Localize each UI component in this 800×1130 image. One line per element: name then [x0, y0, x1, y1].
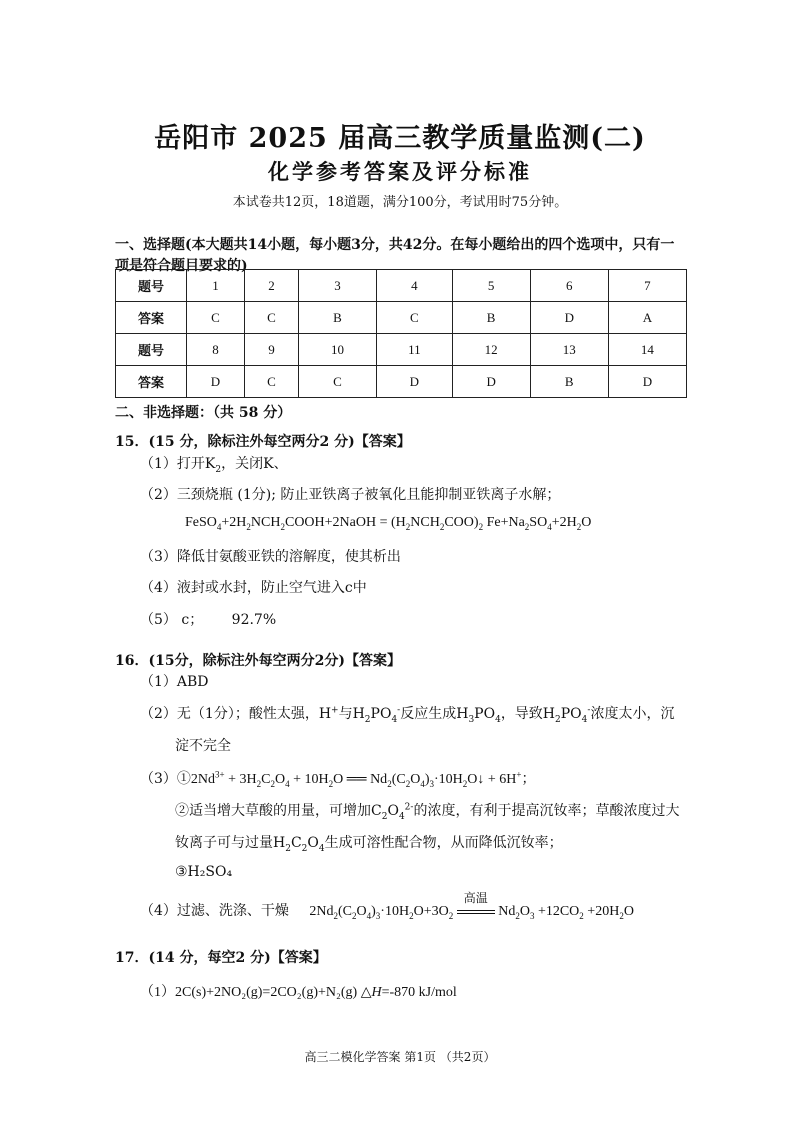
q16-a3-2-text-3: 钕离子可与过量H: [175, 835, 286, 851]
q16-answer-2-cont: 淀不完全: [175, 738, 231, 754]
q16-a3-2-text: ②适当增大草酸的用量，可增加C: [175, 803, 382, 819]
q16-answer-3-2-cont: 钕离子可与过量$H_2C_2O_4$生成可溶性配合物，从而降低沉钕率；: [175, 835, 563, 854]
q15-answer-4: （4）液封或水封，防止空气进入c中: [140, 580, 367, 596]
high-temp-condition: [457, 891, 495, 920]
q16-a2-text-2: 与H: [338, 706, 365, 722]
table-cell: 3: [298, 270, 376, 302]
q16-answer-4: （4）过滤、洗涤、干燥 $2Nd_2(C_2O_4)_3\cdot 10H_2O+3O_2$ 高温 $Nd_2O_3 +12CO_2 +20H_2O$: [140, 891, 634, 921]
table-cell: 12: [452, 334, 530, 366]
table-cell: D: [187, 366, 245, 398]
table-cell: B: [298, 302, 376, 334]
table-cell: 9: [244, 334, 298, 366]
q15-a1-text: （1）打开K: [140, 456, 216, 472]
q15-a5-text: （5） c；: [140, 612, 204, 628]
table-cell: C: [377, 302, 453, 334]
q17-header: 17．(14 分，每空2 分)【答案】: [115, 950, 327, 966]
q15-equation: $FeSO_4+2H_2NCH_2COOH+2NaOH = (H_2NCH_2COO)_2$ $Fe+Na_2SO_4+2H_2O$: [185, 515, 592, 532]
q-label-cell: 题号: [116, 334, 187, 366]
table-cell: 14: [608, 334, 686, 366]
table-row: [116, 270, 687, 302]
q16-answer-2: （2）无（1分）；酸性太强，H+与$H_2PO_4^-$反应生成$H_3PO_4$，导致$H_2PO_4^-$浓度太小，沉: [140, 705, 675, 725]
q17-a1-h: H: [371, 985, 382, 1000]
table-cell: B: [452, 302, 530, 334]
table-cell: 1: [187, 270, 245, 302]
q17-answer-1: [140, 981, 457, 1001]
q16-answer-1: （1）ABD: [140, 674, 209, 690]
table-cell: 10: [298, 334, 376, 366]
table-cell: C: [244, 302, 298, 334]
q16-header: 16．(15分，除标注外每空两分2分)【答案】: [115, 653, 401, 669]
a-label-cell: 答案: [116, 302, 187, 334]
answer-table: [115, 269, 687, 398]
q15-answer-2: （2）三颈烧瓶 (1分); 防止亚铁离子被氧化且能抑制亚铁离子水解；: [140, 487, 561, 503]
page-footer: 高三二模化学答案 第1页 （共2页）: [304, 1050, 496, 1064]
table-row: [116, 302, 687, 334]
q17-a1-text: （1）2C(s)+2NO₂(g)=2CO₂(g)+N₂(g) △: [140, 985, 372, 1000]
table-cell: 8: [187, 334, 245, 366]
table-cell: C: [187, 302, 245, 334]
q16-answer-3-2: ②适当增大草酸的用量，可增加$C_2O_4^{2-}$的浓度，有利于提高沉钕率；草酸浓度过大: [175, 802, 680, 822]
q-label-cell: 题号: [116, 270, 187, 302]
table-cell: D: [608, 366, 686, 398]
q16-a3-2-text-2: 的浓度，有利于提高沉钕率；草酸浓度过大: [413, 803, 680, 819]
table-cell: C: [244, 366, 298, 398]
section1-heading: 一、选择题(本大题共14小题，每小题3分，共42分。在每小题给出的四个选项中，只有一: [115, 237, 675, 253]
q15-answer-3: （3）降低甘氨酸亚铁的溶解度，使其析出: [140, 549, 401, 565]
table-row: [116, 366, 687, 398]
table-cell: 4: [377, 270, 453, 302]
table-cell: 7: [608, 270, 686, 302]
q16-answer-3-1: $(3)①2Nd^{3+} + 3H_2C_2O_4 + 10H_2O$ ══ $Nd_2(C_2O_4)_3\cdot 10H_2O↓ + 6H^+$；: [140, 769, 536, 789]
exam-note: 本试卷共12页，18道题，满分100分，考试用时75分钟。: [232, 195, 568, 210]
table-cell: 2: [244, 270, 298, 302]
page-title: 岳阳市 2025 届高三教学质量监测(二): [154, 123, 646, 154]
q15-header: 15．(15 分，除标注外每空两分2 分)【答案】: [115, 434, 411, 450]
q16-a2-text-3: 反应生成H: [400, 706, 469, 722]
section1-heading-cont: 项是符合题目要求的): [115, 258, 248, 274]
q16-a2-text-5: 浓度太小，沉: [590, 706, 675, 722]
table-cell: 13: [530, 334, 608, 366]
q17-a1-text-2: =-870 kJ/mol: [381, 985, 457, 1000]
table-cell: A: [608, 302, 686, 334]
q15-a5-value: 92.7%: [231, 612, 277, 628]
table-cell: 5: [452, 270, 530, 302]
table-cell: C: [298, 366, 376, 398]
table-row: [116, 334, 687, 366]
table-cell: B: [530, 366, 608, 398]
condition-label: 高温: [463, 891, 488, 905]
a-label-cell: 答案: [116, 366, 187, 398]
table-cell: 11: [377, 334, 453, 366]
section2-heading: 二、非选择题：（共 58 分）: [115, 405, 292, 421]
q16-a3-label: （3）①: [140, 771, 191, 787]
q16-a4-text: （4）过滤、洗涤、干燥: [140, 903, 289, 919]
q15-a1-text-2: ，关闭K、: [221, 456, 288, 472]
table-cell: 6: [530, 270, 608, 302]
table-cell: D: [530, 302, 608, 334]
q15-a1-sub: 2: [215, 464, 222, 475]
q16-a3-2-text-4: 生成可溶性配合物，从而降低沉钕率；: [324, 835, 563, 851]
q16-a2-text-4: ，导致H: [500, 706, 556, 722]
q16-a2-text: （2）无（1分）；酸性太强，H: [140, 706, 332, 722]
page-subtitle: 化学参考答案及评分标准: [268, 159, 532, 184]
q15-answer-5: [140, 609, 276, 629]
q16-answer-3-3: ③H₂SO₄: [175, 864, 233, 880]
q15-answer-1: [140, 453, 288, 475]
table-cell: D: [377, 366, 453, 398]
table-cell: D: [452, 366, 530, 398]
